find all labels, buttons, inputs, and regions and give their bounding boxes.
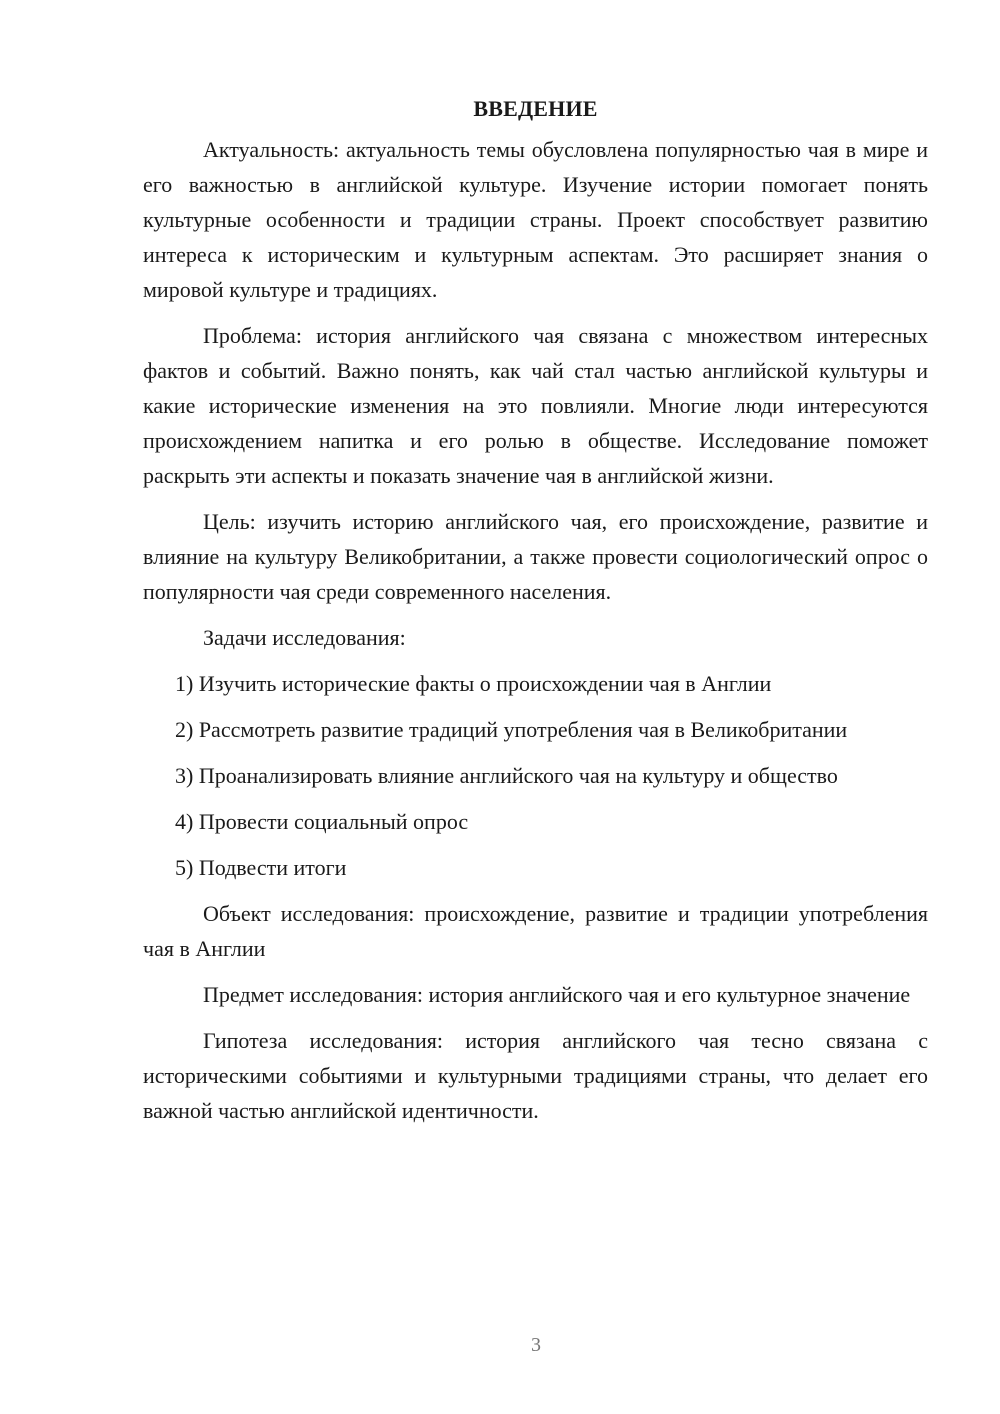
paragraph-object: Объект исследования: происхождение, развитие и традиции употребления чая в Англии — [143, 901, 928, 961]
document-page — [143, 92, 928, 1128]
tasks-title: Задачи исследования: — [203, 625, 406, 650]
paragraph-relevance: Актуальность: актуальность темы обусловлена популярностью чая в мире и его важностью в английской культуре. Изучение истории помогает понять культурные особенности и традиции страны. Проект способствует развитию интереса к историческим и культурным аспектам. Это расширяет знания о мировой культуре и традициях. — [143, 137, 928, 302]
paragraph-subject: Предмет исследования: история английского чая и его культурное значение — [203, 982, 911, 1007]
page-heading: ВВЕДЕНИЕ — [473, 96, 598, 121]
task-item-5: 5) Подвести итоги — [175, 855, 347, 880]
task-item-4: 4) Провести социальный опрос — [175, 809, 469, 834]
task-item-2: 2) Рассмотреть развитие традиций употребления чая в Великобритании — [175, 717, 848, 742]
task-item-1: 1) Изучить исторические факты о происхождении чая в Англии — [175, 671, 772, 696]
task-item-3: 3) Проанализировать влияние английского чая на культуру и общество — [175, 763, 838, 788]
paragraph-hypothesis: Гипотеза исследования: история английского чая тесно связана с историческими событиями и культурными традициями страны, что делает его важной частью английской идентичности. — [143, 1028, 928, 1123]
page-number: 3 — [531, 1334, 541, 1356]
paragraph-problem: Проблема: история английского чая связана с множеством интересных фактов и событий. Важно понять, как чай стал частью английской культуры и какие исторические изменения на это повлияли. Многие люди интересуются происхождением напитка и его ролью в обществе. Исследование поможет раскрыть эти аспекты и показать значение чая в английской жизни. — [143, 323, 928, 488]
paragraph-goal: Цель: изучить историю английского чая, его происхождение, развитие и влияние на культуру Великобритании, а также провести социологический опрос о популярности чая среди современного населения. — [143, 509, 928, 604]
